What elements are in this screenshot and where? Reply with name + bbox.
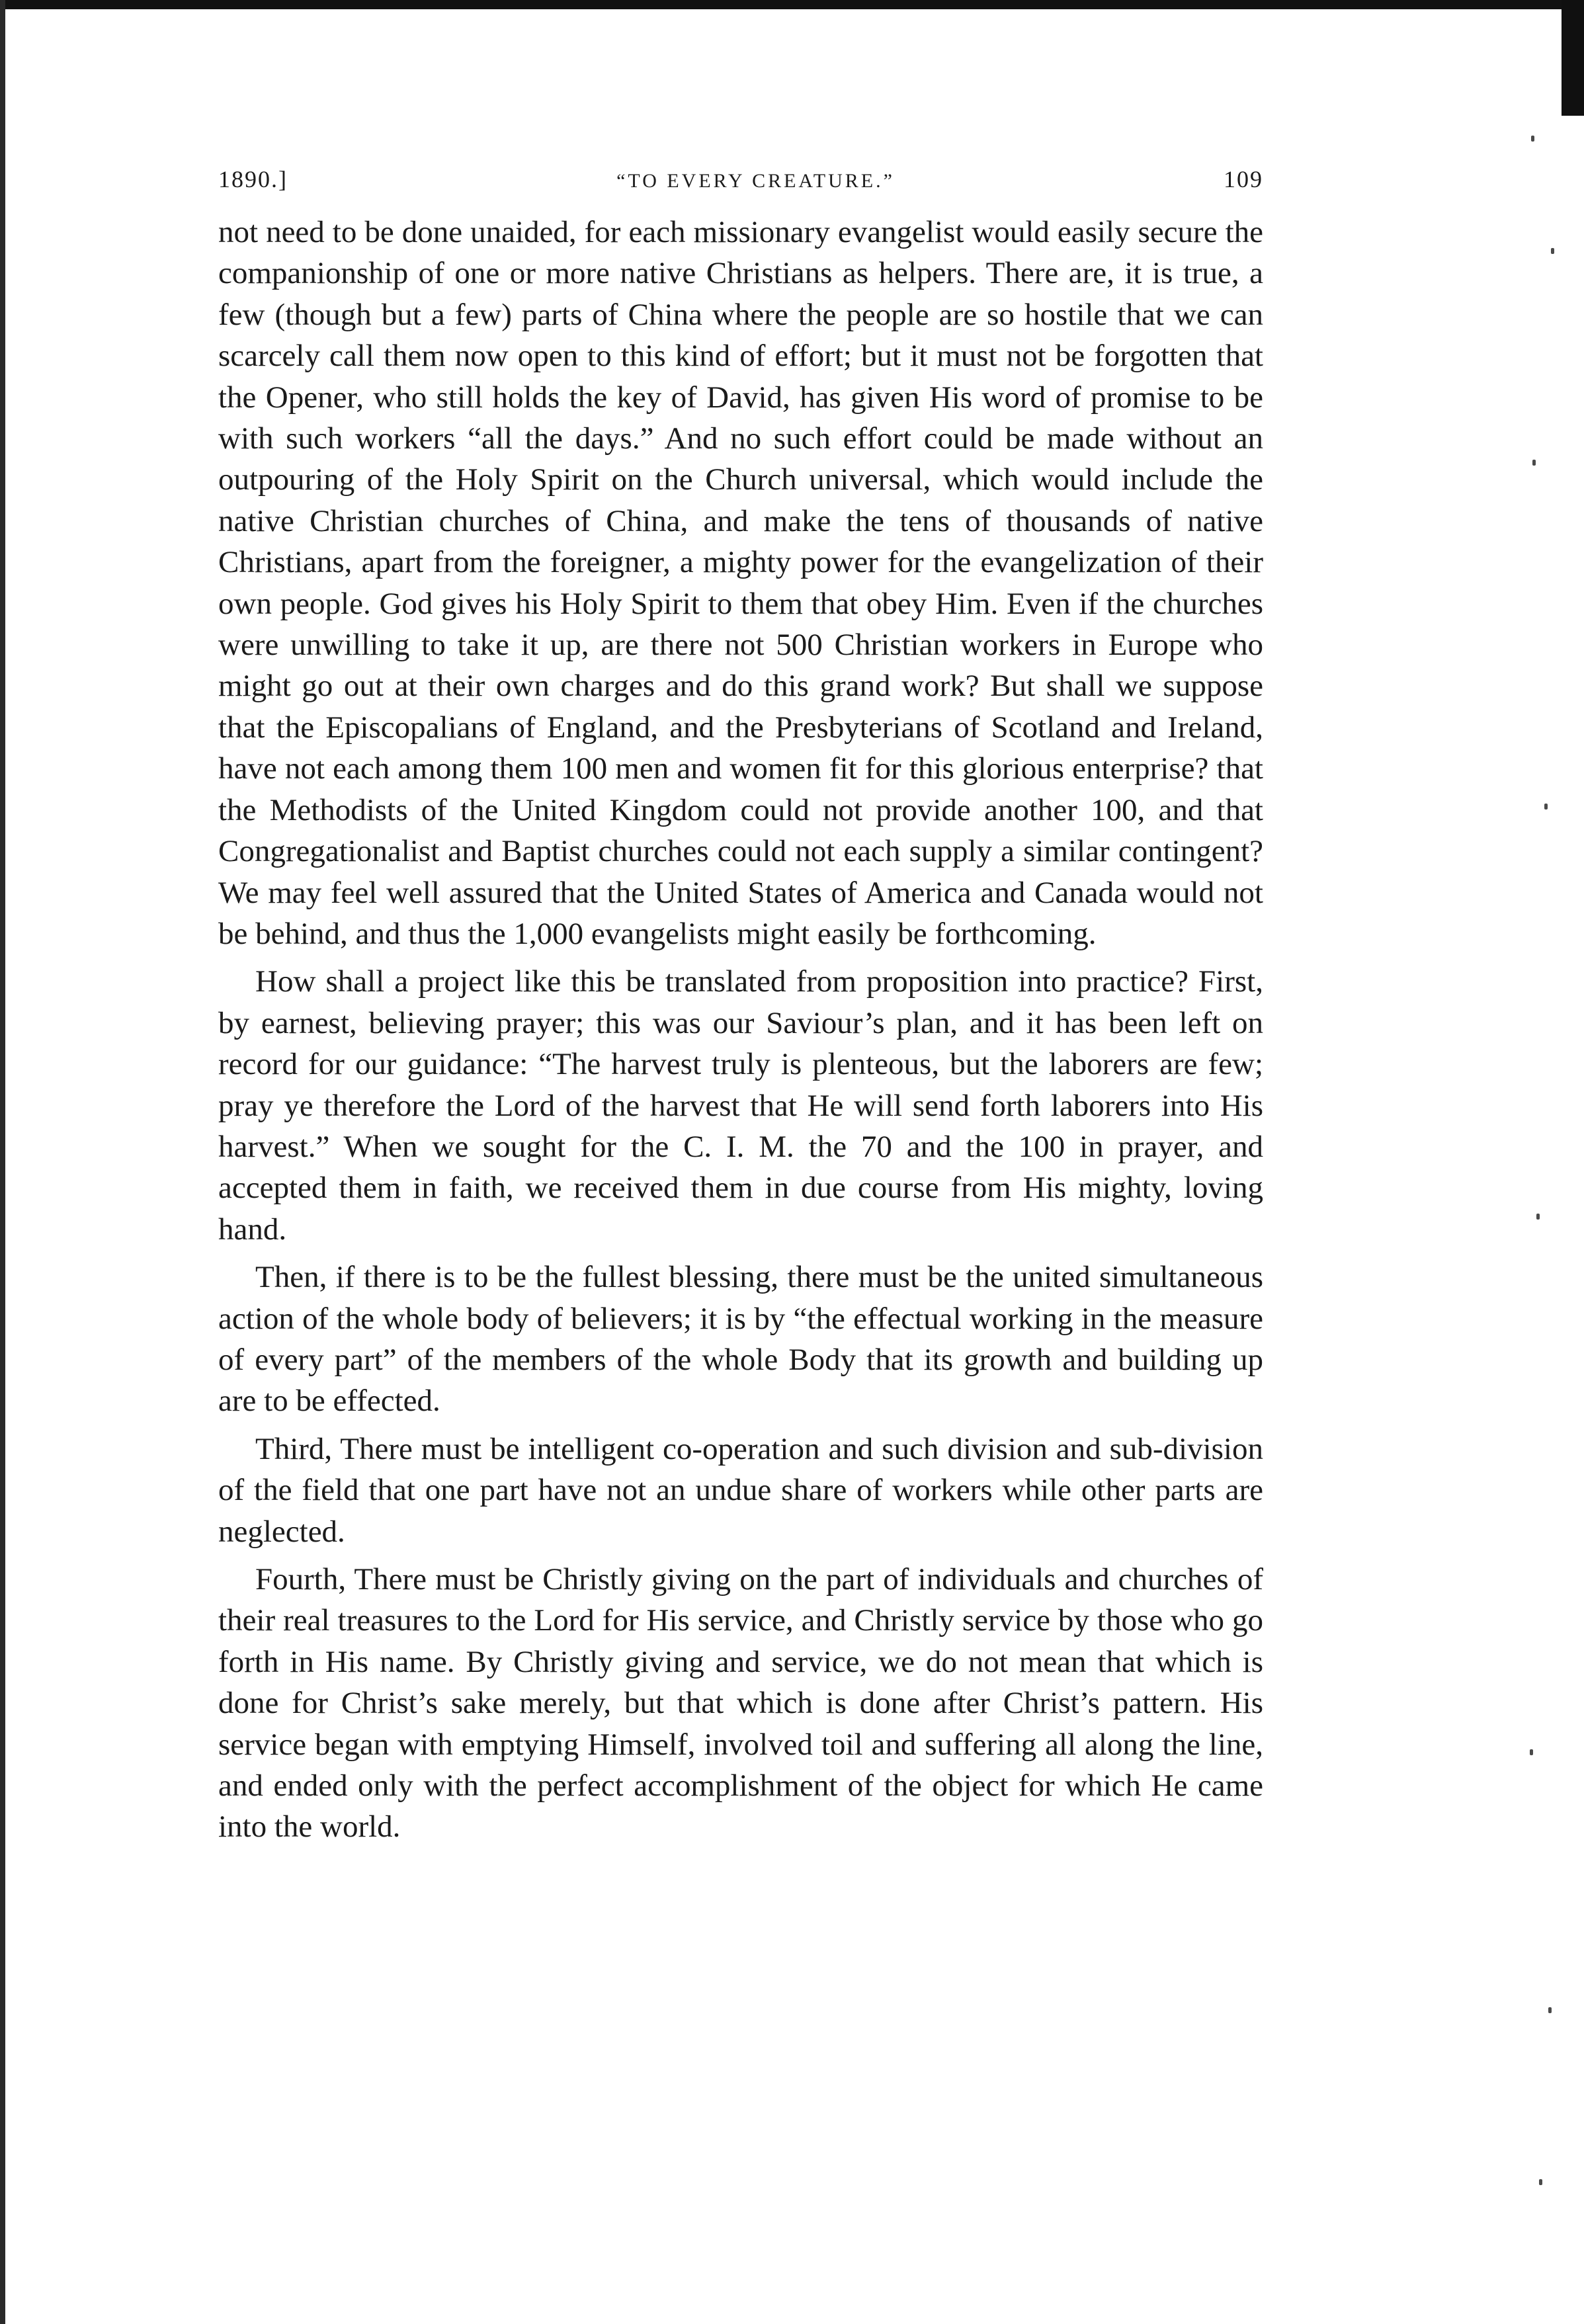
speck [1530, 1749, 1533, 1755]
speck [1548, 2007, 1552, 2013]
paragraph-united-action: Then, if there is to be the fullest blessing, there must be the united simultaneous action of the whole body of believers; it is by “the effectual working in the measure of every part” of the members of the whole Body that its growth and building up are to be effected. [218, 1260, 1263, 1419]
speck [1532, 460, 1536, 466]
paragraph-cooperation: Third, There must be intelligent co-operation and such division and sub-division of the field that one part have not an undue share of workers while other parts are neglected. [218, 1431, 1263, 1549]
running-head-title: “TO EVERY CREATURE.” [616, 170, 895, 192]
speck [1551, 248, 1554, 254]
running-head-year: 1890.] [218, 166, 288, 192]
body-text [218, 212, 1263, 1848]
running-head [218, 165, 1263, 193]
paragraph-christly-giving: Fourth, There must be Christly giving on the part of individuals and churches of their real treasures to the Lord for His service, and Christly service by those who go forth in His name. By Christly giving and service, we do not mean that which is done for Christ’s sake merely, but that which is done after Christ’s pattern. His service began with emptying Himself, involved toil and suffering all along the line, and ended only with the perfect accomplishment of the object for which He came into the world. [218, 1562, 1263, 1845]
scan-edge-top [0, 0, 1584, 9]
speck [1539, 2179, 1542, 2185]
scan-edge-right [1562, 0, 1584, 116]
scan-edge-left [0, 0, 5, 2324]
paragraph-continuation: not need to be done unaided, for each missionary evangelist would easily secure the companionship of one or more native Christians as helpers. There are, it is true, a few (though but a few) parts of China where the people are so hostile that we can scarcely call them now open to this kind of effort; but it must not be forgotten that the Opener, who still holds the key of David, has given His word of promise to be with such workers “all the days.” And no such effort could be made without an outpouring of the Holy Spirit on the Church universal, which would include the native Christian churches of China, and make the tens of thousands of native Christians, apart from the foreigner, a mighty power for the evangelization of their own people. God gives his Holy Spirit to them that obey Him. Even if the churches were unwilling to take it up, are there not 500 Christian workers in Europe who might go out at their own charges and do this grand work? But shall we suppose that the Episcopalians of England, and the Presbyterians of Scotland and Ireland, have not each among them 100 men and women fit for this glorious enterprise? that the Methodists of the United Kingdom could not provide another 100, and that Congregationalist and Baptist churches could not each supply a similar contingent? We may feel well assured that the United States of America and Canada would not be behind, and thus the 1,000 evangelists might easily be forthcoming. [218, 215, 1263, 951]
page [218, 165, 1263, 1854]
page-number: 109 [1224, 166, 1263, 192]
margin-specks [1524, 116, 1564, 2298]
paragraph-prayer: How shall a project like this be translated from proposition into practice? First, by earnest, believing prayer; this was our Saviour’s plan, and it has been left on record for our guidance: “The harvest truly is plenteous, but the laborers are few; pray ye therefore the Lord of the harvest that He will send forth laborers into His harvest.” When we sought for the C. I. M. the 70 and the 100 in prayer, and accepted them in faith, we received them in due course from His mighty, loving hand. [218, 964, 1263, 1247]
speck [1531, 136, 1534, 142]
speck [1544, 804, 1548, 809]
speck [1536, 1214, 1540, 1220]
